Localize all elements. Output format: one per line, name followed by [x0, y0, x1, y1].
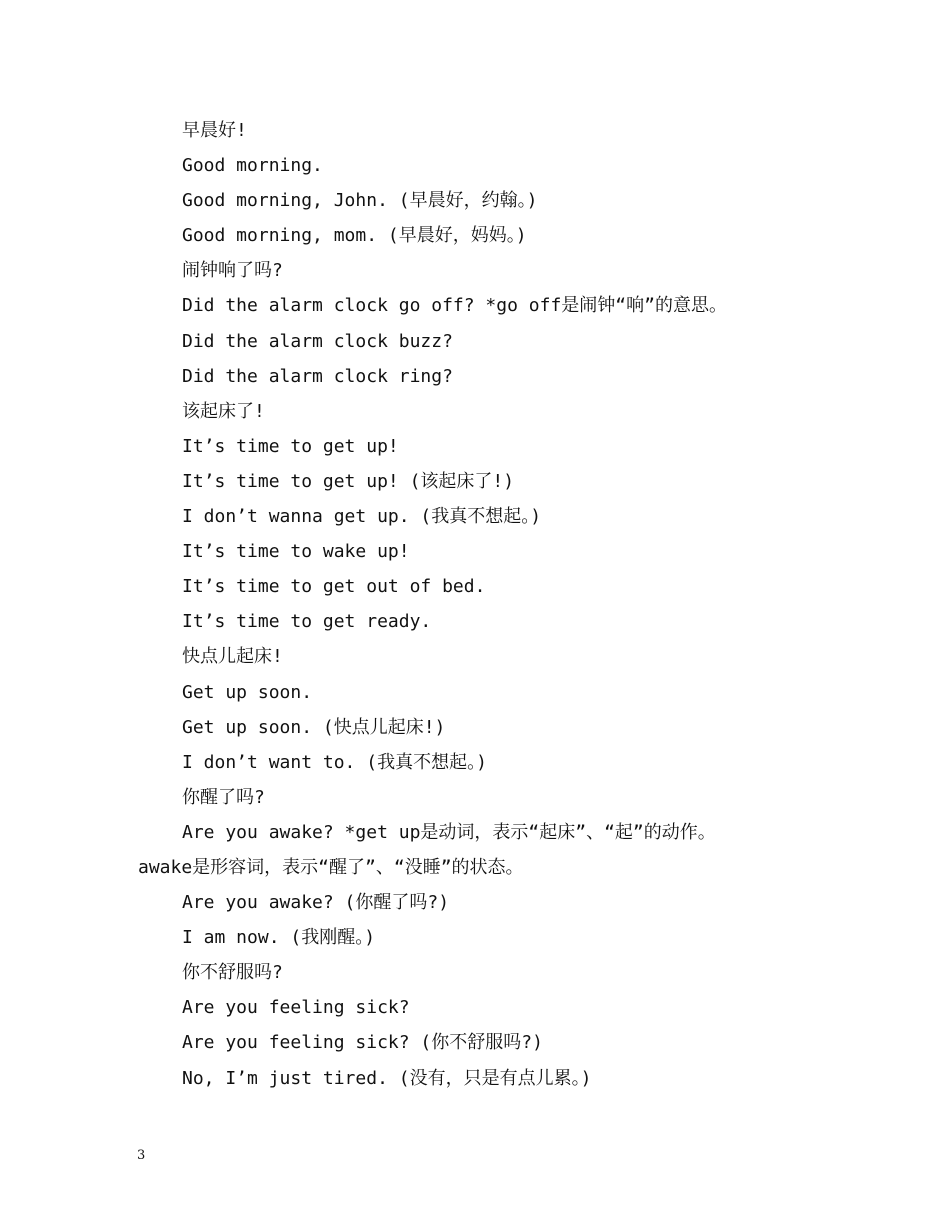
text-line: I don’t want to. (我真不想起。)	[182, 751, 487, 773]
text-line: Good morning, John. (早晨好，约翰。)	[182, 190, 538, 212]
text-line-continuation: awake是形容词，表示“醒了”、“没睡”的状态。	[138, 856, 524, 878]
text-line: 快点儿起床!	[182, 646, 283, 668]
text-line: Are you feeling sick? (你不舒服吗?)	[182, 1032, 543, 1054]
text-line: Are you feeling sick?	[182, 997, 410, 1019]
text-line: 闹钟响了吗?	[182, 260, 283, 282]
text-line: It’s time to get ready.	[182, 611, 432, 633]
text-line: It’s time to get up! (该起床了!)	[182, 470, 515, 492]
text-line: Did the alarm clock ring?	[182, 365, 453, 387]
text-line: Did the alarm clock go off? *go off是闹钟“响”的意思。	[182, 295, 727, 317]
text-line: Get up soon. (快点儿起床!)	[182, 716, 446, 738]
text-line: 你醒了吗?	[182, 786, 265, 808]
text-line: Did the alarm clock buzz?	[182, 330, 453, 352]
text-line: No, I’m just tired. (没有，只是有点儿累。)	[182, 1067, 592, 1089]
text-line: It’s time to wake up!	[182, 541, 410, 563]
text-line: 早晨好!	[182, 120, 247, 141]
text-line: It’s time to get out of bed.	[182, 576, 486, 598]
text-line: I am now. (我刚醒。)	[182, 927, 376, 949]
text-line: 你不舒服吗?	[182, 962, 283, 984]
text-line: 该起床了!	[182, 400, 265, 422]
text-body	[138, 113, 858, 1096]
text-line: Good morning, mom. (早晨好，妈妈。)	[182, 225, 527, 247]
text-line: Good morning.	[182, 155, 323, 177]
page-number: 3	[137, 1148, 146, 1163]
text-line: Get up soon.	[182, 681, 313, 703]
text-line: It’s time to get up!	[182, 435, 399, 457]
text-line: Are you awake? *get up是动词，表示“起床”、“起”的动作。	[182, 821, 716, 843]
text-line: Are you awake? (你醒了吗?)	[182, 892, 450, 914]
text-line: I don’t wanna get up. (我真不想起。)	[182, 506, 542, 528]
